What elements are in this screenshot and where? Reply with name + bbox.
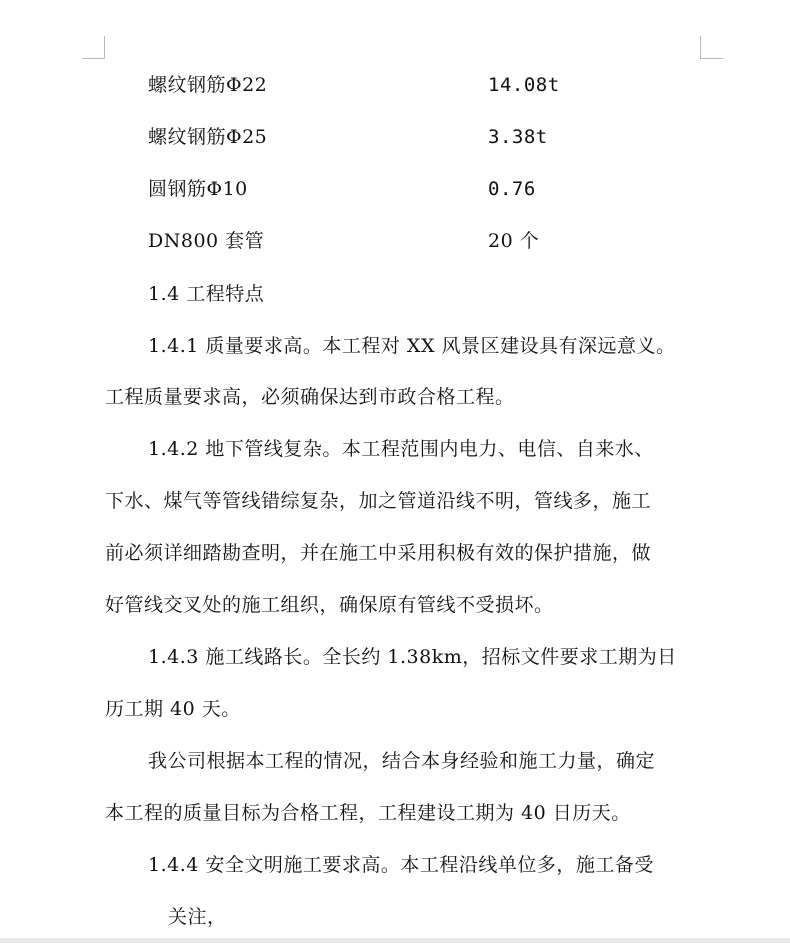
- paragraph-line: 关注，: [168, 906, 227, 928]
- paragraph-line: 1.4.1 质量要求高。本工程对 XX 风景区建设具有深远意义。: [148, 335, 676, 357]
- material-quantity: 0.76: [488, 178, 536, 200]
- paragraph-line: 下水、煤气等管线错综复杂，加之管道沿线不明，管线多，施工: [105, 490, 652, 512]
- paragraph-line: 1.4.3 施工线路长。全长约 1.38km，招标文件要求工期为日: [148, 646, 677, 668]
- material-name: DN800 套管: [148, 230, 265, 252]
- material-quantity: 14.08t: [488, 74, 560, 96]
- section-heading: 1.4 工程特点: [148, 283, 265, 305]
- material-name: 螺纹钢筋Φ22: [148, 74, 268, 96]
- paragraph-line: 1.4.2 地下管线复杂。本工程范围内电力、电信、自来水、: [148, 438, 654, 460]
- paragraph-line: 前必须详细踏勘查明，并在施工中采用积极有效的保护措施，做: [105, 542, 652, 564]
- page-corner-mark-top-left: [82, 36, 105, 59]
- material-name: 圆钢筋Φ10: [148, 178, 248, 200]
- paragraph-line: 我公司根据本工程的情况，结合本身经验和施工力量，确定: [148, 750, 656, 772]
- material-name: 螺纹钢筋Φ25: [148, 126, 268, 148]
- material-quantity: 20 个: [488, 230, 540, 252]
- paragraph-line: 好管线交叉处的施工组织，确保原有管线不受损坏。: [105, 594, 554, 616]
- page-corner-mark-top-right: [700, 36, 723, 59]
- paragraph-line: 历工期 40 天。: [105, 698, 241, 720]
- paragraph-line: 1.4.4 安全文明施工要求高。本工程沿线单位多，施工备受: [148, 854, 654, 876]
- material-quantity: 3.38t: [488, 126, 548, 148]
- paragraph-line: 工程质量要求高，必须确保达到市政合格工程。: [105, 386, 515, 408]
- paragraph-line: 本工程的质量目标为合格工程，工程建设工期为 40 日历天。: [105, 802, 631, 824]
- page-bottom-edge: [0, 938, 790, 943]
